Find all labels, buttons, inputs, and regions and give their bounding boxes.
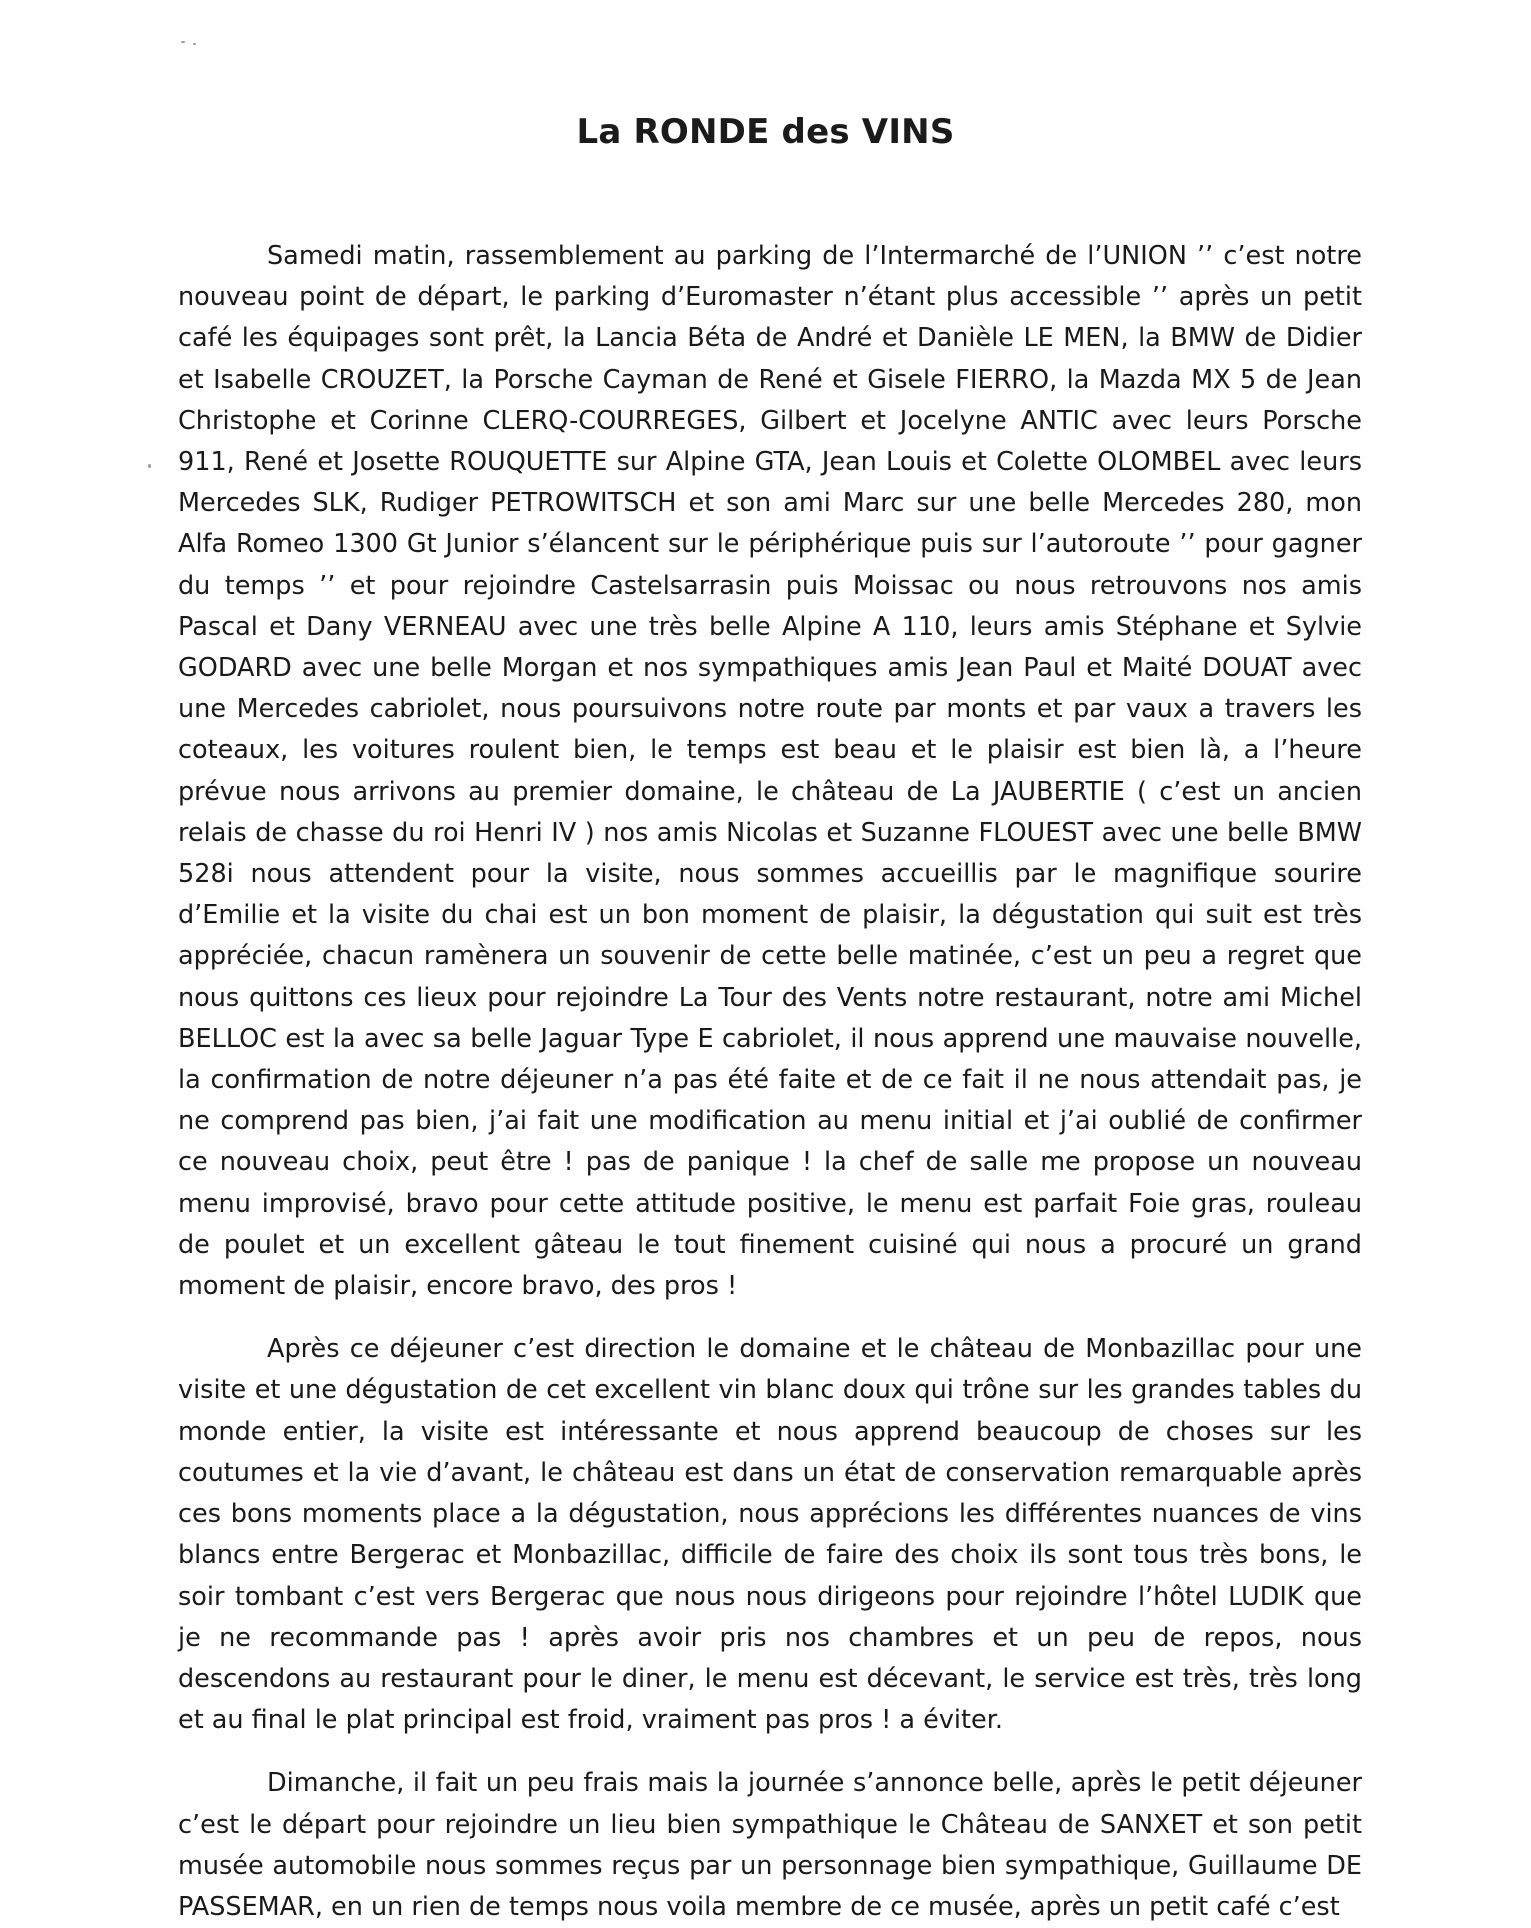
scan-speck: [193, 43, 196, 45]
document-body: [178, 236, 1362, 1928]
paragraph-dimanche: Dimanche, il fait un peu frais mais la journée s’annonce belle, après le petit déjeuner c’est le départ pour rejoindre un lieu bien sympathique le Château de SANXET et son petit musée automobile nous sommes reçus par un personnage bien sympathique, Guillaume DE PASSEMAR, en un rien de temps nous voila membre de ce musée, après un petit café c’est: [178, 1768, 1362, 1922]
document-title: La RONDE des VINS: [576, 111, 955, 152]
paragraph-apres-dejeuner: Après ce déjeuner c’est direction le domaine et le château de Monbazillac pour une visite et une dégustation de cet excellent vin blanc doux qui trône sur les grandes tables du monde entier, la visite est intéressante et nous apprend beaucoup de choses sur les coutumes et la vie d’avant, le château est dans un état de conservation remarquable après ces bons moments place a la dégustation, nous apprécions les différentes nuances de vins blancs entre Bergerac et Monbazillac, difficile de faire des choix ils sont tous très bons, le soir tombant c’est vers Bergerac que nous nous dirigeons pour rejoindre l’hôtel LUDIK que je ne recommande pas ! après avoir pris nos chambres et un peu de repos, nous descendons au restaurant pour le diner, le menu est décevant, le service est très, très long et au final le plat principal est froid, vraiment pas pros ! a éviter.: [178, 1334, 1362, 1736]
scan-speck: [181, 41, 185, 43]
scan-speck: [148, 464, 151, 468]
paragraph-samedi: Samedi matin, rassemblement au parking de l’Intermarché de l’UNION ’’ c’est notre nouveau point de départ, le parking d’Euromaster n’étant plus accessible ’’ après un petit café les équipages sont prêt, la Lancia Béta de André et Danièle LE MEN, la BMW de Didier et Isabelle CROUZET, la Porsche Cayman de René et Gisele FIERRO, la Mazda MX 5 de Jean Christophe et Corinne CLERQ-COURREGES, Gilbert et Jocelyne ANTIC avec leurs Porsche 911, René et Josette ROUQUETTE sur Alpine GTA, Jean Louis et Colette OLOMBEL avec leurs Mercedes SLK, Rudiger PETROWITSCH et son ami Marc sur une belle Mercedes 280, mon Alfa Romeo 1300 Gt Junior s’élancent sur le périphérique puis sur l’autoroute ’’ pour gagner du temps ’’ et pour rejoindre Castelsarrasin puis Moissac ou nous retrouvons nos amis Pascal et Dany VERNEAU avec une très belle Alpine A 110, leurs amis Stéphane et Sylvie GODARD avec une belle Morgan et nos sympathiques amis Jean Paul et Maité DOUAT avec une Mercedes cabriolet, nous poursuivons notre route par monts et par vaux a travers les coteaux, les voitures roulent bien, le temps est beau et le plaisir est bien là, a l’heure prévue nous arrivons au premier domaine, le château de La JAUBERTIE ( c’est un ancien relais de chasse du roi Henri IV ) nos amis Nicolas et Suzanne FLOUEST avec une belle BMW 528i nous attendent pour la visite, nous sommes accueillis par le magnifique sourire d’Emilie et la visite du chai est un bon moment de plaisir, la dégustation qui suit est très appréciée, chacun ramènera un souvenir de cette belle matinée, c’est un peu a regret que nous quittons ces lieux pour rejoindre La Tour des Vents notre restaurant, notre ami Michel BELLOC est la avec sa belle Jaguar Type E cabriolet, il nous apprend une mauvaise nouvelle, la confirmation de notre déjeuner n’a pas été faite et de ce fait il ne nous attendait pas, je ne comprend pas bien, j’ai fait une modification au menu initial et j’ai oublié de confirmer ce nouveau choix, peut être ! pas de panique ! la chef de salle me propose un nouveau menu improvisé, bravo pour cette attitude positive, le menu est parfait Foie gras, rouleau de poulet et un excellent gâteau le tout finement cuisiné qui nous a procuré un grand moment de plaisir, encore bravo, des pros !: [178, 241, 1362, 1302]
